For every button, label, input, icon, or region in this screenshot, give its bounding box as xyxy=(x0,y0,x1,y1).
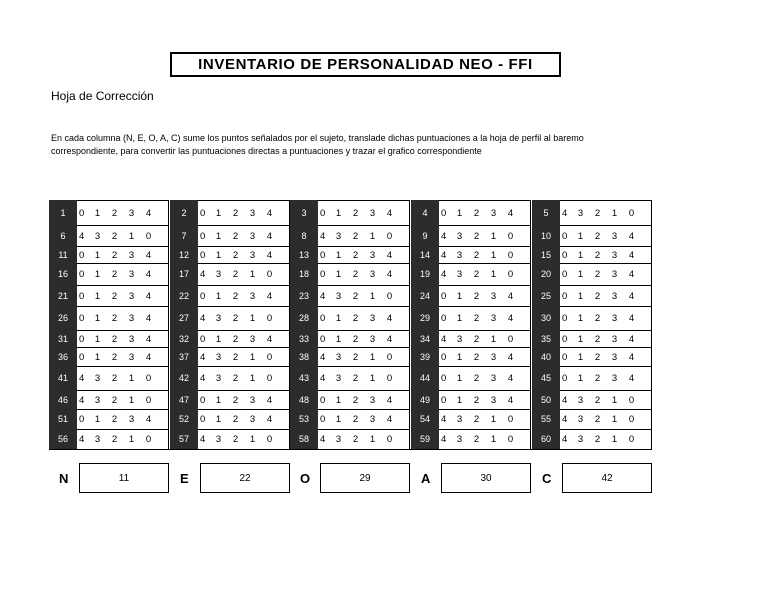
item-number: 50 xyxy=(532,390,560,409)
item-number: 56 xyxy=(49,429,77,449)
item-number: 12 xyxy=(170,246,198,263)
grid-cell xyxy=(170,429,290,449)
grid-cell xyxy=(170,263,290,285)
grid-cell xyxy=(49,347,169,366)
grid-cell xyxy=(49,390,169,409)
item-number: 46 xyxy=(49,390,77,409)
item-number: 5 xyxy=(532,200,560,225)
item-number: 34 xyxy=(411,330,439,347)
item-scores: 4 3 2 1 0 xyxy=(198,366,290,390)
item-number: 40 xyxy=(532,347,560,366)
total-a xyxy=(411,462,531,494)
grid-cell xyxy=(411,330,531,347)
grid-cell xyxy=(532,390,652,409)
item-scores: 4 3 2 1 0 xyxy=(560,390,652,409)
item-number: 30 xyxy=(532,306,560,330)
item-number: 23 xyxy=(290,285,318,306)
item-number: 57 xyxy=(170,429,198,449)
total-value-box: 30 xyxy=(441,463,531,493)
grid-cell xyxy=(290,306,410,330)
item-scores: 0 1 2 3 4 xyxy=(439,347,531,366)
item-number: 47 xyxy=(170,390,198,409)
item-number: 6 xyxy=(49,225,77,246)
grid-cell xyxy=(411,390,531,409)
item-number: 43 xyxy=(290,366,318,390)
item-number: 15 xyxy=(532,246,560,263)
item-scores: 0 1 2 3 4 xyxy=(198,390,290,409)
item-number: 22 xyxy=(170,285,198,306)
item-scores: 0 1 2 3 4 xyxy=(439,200,531,225)
grid-row xyxy=(49,390,652,409)
item-number: 27 xyxy=(170,306,198,330)
item-scores: 4 3 2 1 0 xyxy=(198,306,290,330)
document-subtitle: Hoja de Corrección xyxy=(51,89,154,103)
item-number: 16 xyxy=(49,263,77,285)
item-number: 51 xyxy=(49,409,77,429)
item-number: 2 xyxy=(170,200,198,225)
item-scores: 4 3 2 1 0 xyxy=(318,429,410,449)
item-scores: 0 1 2 3 4 xyxy=(77,200,169,225)
grid-cell xyxy=(532,246,652,263)
grid-cell xyxy=(170,285,290,306)
grid-cell xyxy=(170,409,290,429)
total-letter: O xyxy=(300,470,311,486)
item-scores: 0 1 2 3 4 xyxy=(198,200,290,225)
item-scores: 0 1 2 3 4 xyxy=(198,225,290,246)
item-scores: 4 3 2 1 0 xyxy=(439,330,531,347)
grid-cell xyxy=(411,225,531,246)
grid-cell xyxy=(411,200,531,225)
grid-cell xyxy=(49,246,169,263)
grid-cell xyxy=(170,246,290,263)
item-number: 32 xyxy=(170,330,198,347)
total-letter: C xyxy=(542,470,552,486)
grid-cell xyxy=(411,429,531,449)
grid-cell xyxy=(290,246,410,263)
item-number: 19 xyxy=(411,263,439,285)
item-scores: 4 3 2 1 0 xyxy=(77,390,169,409)
grid-row xyxy=(49,429,652,449)
grid-cell xyxy=(170,306,290,330)
grid-row xyxy=(49,246,652,263)
grid-row xyxy=(49,330,652,347)
grid-cell xyxy=(411,409,531,429)
item-number: 45 xyxy=(532,366,560,390)
grid-cell xyxy=(290,330,410,347)
grid-cell xyxy=(290,366,410,390)
item-scores: 4 3 2 1 0 xyxy=(318,366,410,390)
total-value-box: 42 xyxy=(562,463,652,493)
grid-cell xyxy=(49,330,169,347)
item-scores: 4 3 2 1 0 xyxy=(318,225,410,246)
item-number: 18 xyxy=(290,263,318,285)
grid-cell xyxy=(170,390,290,409)
item-scores: 0 1 2 3 4 xyxy=(439,366,531,390)
item-number: 60 xyxy=(532,429,560,449)
total-letter: E xyxy=(180,470,189,486)
item-number: 33 xyxy=(290,330,318,347)
grid-cell xyxy=(170,330,290,347)
total-n xyxy=(49,462,169,494)
item-number: 38 xyxy=(290,347,318,366)
item-number: 37 xyxy=(170,347,198,366)
grid-cell xyxy=(532,409,652,429)
grid-cell xyxy=(49,409,169,429)
item-number: 26 xyxy=(49,306,77,330)
grid-row xyxy=(49,306,652,330)
item-scores: 0 1 2 3 4 xyxy=(318,409,410,429)
item-scores: 4 3 2 1 0 xyxy=(560,409,652,429)
grid-cell xyxy=(532,200,652,225)
item-number: 39 xyxy=(411,347,439,366)
item-number: 3 xyxy=(290,200,318,225)
total-e xyxy=(170,462,290,494)
grid-cell xyxy=(290,225,410,246)
item-scores: 0 1 2 3 4 xyxy=(318,200,410,225)
item-number: 13 xyxy=(290,246,318,263)
grid-cell xyxy=(532,330,652,347)
item-scores: 0 1 2 3 4 xyxy=(77,347,169,366)
item-scores: 4 3 2 1 0 xyxy=(439,246,531,263)
item-scores: 4 3 2 1 0 xyxy=(439,225,531,246)
instructions-line-2: correspondiente, para convertir las puntuaciones directas a puntuaciones y trazar el grafico correspondiente xyxy=(51,146,482,156)
grid-cell xyxy=(49,366,169,390)
item-number: 8 xyxy=(290,225,318,246)
grid-cell xyxy=(49,285,169,306)
item-scores: 4 3 2 1 0 xyxy=(198,263,290,285)
grid-bottom-border xyxy=(49,449,652,450)
item-number: 44 xyxy=(411,366,439,390)
total-value-box: 11 xyxy=(79,463,169,493)
grid-cell xyxy=(290,390,410,409)
instructions-line-1: En cada columna (N, E, O, A, C) sume los puntos señalados por el sujeto, translade dichas puntuaciones a la hoja de perfil al baremo xyxy=(51,133,584,143)
item-scores: 0 1 2 3 4 xyxy=(560,347,652,366)
item-scores: 4 3 2 1 0 xyxy=(439,263,531,285)
item-number: 36 xyxy=(49,347,77,366)
item-scores: 4 3 2 1 0 xyxy=(439,409,531,429)
item-scores: 4 3 2 1 0 xyxy=(77,366,169,390)
grid-cell xyxy=(532,225,652,246)
grid-row xyxy=(49,285,652,306)
item-scores: 4 3 2 1 0 xyxy=(318,285,410,306)
item-number: 48 xyxy=(290,390,318,409)
grid-row xyxy=(49,200,652,225)
item-number: 49 xyxy=(411,390,439,409)
grid-cell xyxy=(170,347,290,366)
grid-cell xyxy=(411,366,531,390)
grid-cell xyxy=(49,225,169,246)
total-o xyxy=(290,462,410,494)
item-scores: 4 3 2 1 0 xyxy=(560,429,652,449)
item-scores: 0 1 2 3 4 xyxy=(77,306,169,330)
grid-cell xyxy=(532,263,652,285)
item-scores: 0 1 2 3 4 xyxy=(77,409,169,429)
item-scores: 0 1 2 3 4 xyxy=(560,306,652,330)
total-c xyxy=(532,462,652,494)
grid-cell xyxy=(290,285,410,306)
grid-cell xyxy=(532,366,652,390)
item-scores: 4 3 2 1 0 xyxy=(77,429,169,449)
item-number: 9 xyxy=(411,225,439,246)
item-scores: 0 1 2 3 4 xyxy=(560,285,652,306)
item-number: 42 xyxy=(170,366,198,390)
item-number: 58 xyxy=(290,429,318,449)
item-scores: 0 1 2 3 4 xyxy=(439,285,531,306)
grid-cell xyxy=(290,409,410,429)
item-scores: 0 1 2 3 4 xyxy=(439,390,531,409)
document-title: INVENTARIO DE PERSONALIDAD NEO - FFI xyxy=(170,52,561,77)
item-scores: 4 3 2 1 0 xyxy=(77,225,169,246)
item-scores: 0 1 2 3 4 xyxy=(318,330,410,347)
item-number: 7 xyxy=(170,225,198,246)
item-scores: 0 1 2 3 4 xyxy=(318,390,410,409)
item-scores: 4 3 2 1 0 xyxy=(198,347,290,366)
grid-cell xyxy=(411,263,531,285)
item-number: 25 xyxy=(532,285,560,306)
grid-cell xyxy=(532,285,652,306)
total-letter: A xyxy=(421,470,431,486)
grid-cell xyxy=(532,429,652,449)
grid-cell xyxy=(411,246,531,263)
grid-cell xyxy=(290,263,410,285)
item-scores: 0 1 2 3 4 xyxy=(560,330,652,347)
item-scores: 0 1 2 3 4 xyxy=(77,285,169,306)
item-number: 28 xyxy=(290,306,318,330)
grid-cell xyxy=(411,347,531,366)
item-number: 31 xyxy=(49,330,77,347)
item-scores: 0 1 2 3 4 xyxy=(560,225,652,246)
item-number: 1 xyxy=(49,200,77,225)
grid-cell xyxy=(290,200,410,225)
grid-row xyxy=(49,347,652,366)
item-number: 11 xyxy=(49,246,77,263)
grid-cell xyxy=(49,429,169,449)
grid-cell xyxy=(290,429,410,449)
item-scores: 0 1 2 3 4 xyxy=(77,330,169,347)
item-scores: 0 1 2 3 4 xyxy=(77,246,169,263)
item-number: 29 xyxy=(411,306,439,330)
grid-cell xyxy=(170,366,290,390)
item-scores: 0 1 2 3 4 xyxy=(560,246,652,263)
item-scores: 4 3 2 1 0 xyxy=(198,429,290,449)
totals-row xyxy=(49,462,659,494)
grid-cell xyxy=(49,263,169,285)
grid-row xyxy=(49,366,652,390)
correction-grid xyxy=(49,200,652,450)
total-value-box: 22 xyxy=(200,463,290,493)
item-scores: 0 1 2 3 4 xyxy=(560,366,652,390)
item-scores: 0 1 2 3 4 xyxy=(318,306,410,330)
grid-cell xyxy=(411,306,531,330)
grid-cell xyxy=(49,200,169,225)
grid-cell xyxy=(532,306,652,330)
total-value-box: 29 xyxy=(320,463,410,493)
item-scores: 4 3 2 1 0 xyxy=(560,200,652,225)
item-scores: 4 3 2 1 0 xyxy=(318,347,410,366)
item-number: 10 xyxy=(532,225,560,246)
item-number: 20 xyxy=(532,263,560,285)
grid-cell xyxy=(170,225,290,246)
item-scores: 0 1 2 3 4 xyxy=(198,285,290,306)
grid-cell xyxy=(532,347,652,366)
item-number: 14 xyxy=(411,246,439,263)
item-number: 24 xyxy=(411,285,439,306)
item-number: 54 xyxy=(411,409,439,429)
item-scores: 0 1 2 3 4 xyxy=(318,263,410,285)
item-number: 4 xyxy=(411,200,439,225)
grid-cell xyxy=(411,285,531,306)
item-scores: 4 3 2 1 0 xyxy=(439,429,531,449)
grid-row xyxy=(49,225,652,246)
item-number: 52 xyxy=(170,409,198,429)
item-scores: 0 1 2 3 4 xyxy=(318,246,410,263)
grid-cell xyxy=(170,200,290,225)
item-number: 53 xyxy=(290,409,318,429)
grid-cell xyxy=(49,306,169,330)
grid-row xyxy=(49,409,652,429)
total-letter: N xyxy=(59,470,69,486)
item-scores: 0 1 2 3 4 xyxy=(439,306,531,330)
item-number: 17 xyxy=(170,263,198,285)
item-number: 55 xyxy=(532,409,560,429)
item-number: 59 xyxy=(411,429,439,449)
item-scores: 0 1 2 3 4 xyxy=(198,409,290,429)
item-number: 41 xyxy=(49,366,77,390)
item-scores: 0 1 2 3 4 xyxy=(77,263,169,285)
instructions xyxy=(51,132,691,158)
item-scores: 0 1 2 3 4 xyxy=(560,263,652,285)
grid-cell xyxy=(290,347,410,366)
grid-row xyxy=(49,263,652,285)
item-scores: 0 1 2 3 4 xyxy=(198,246,290,263)
item-number: 35 xyxy=(532,330,560,347)
item-number: 21 xyxy=(49,285,77,306)
item-scores: 0 1 2 3 4 xyxy=(198,330,290,347)
